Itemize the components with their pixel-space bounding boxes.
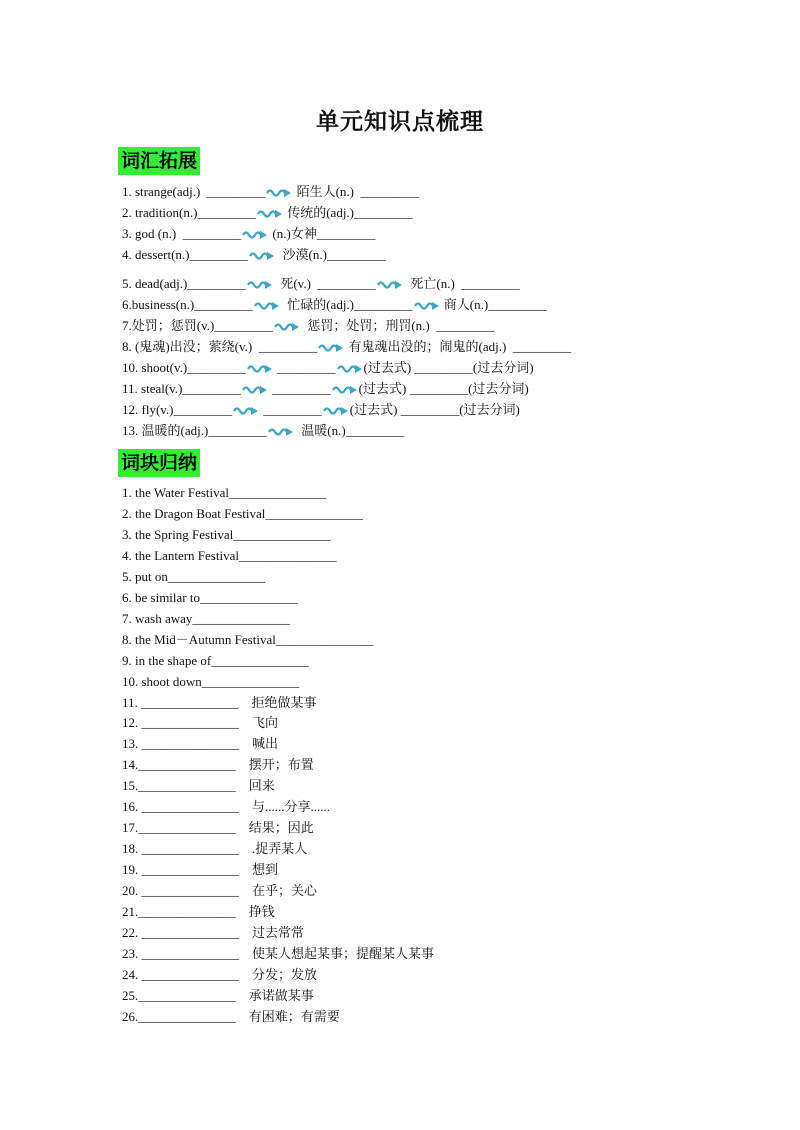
vocab-item: 4. dessert(n.)_________ 沙漠(n.)_________ [122,247,386,262]
wavy-arrow-icon [336,360,364,375]
wavy-arrow-icon [414,299,440,311]
phrase-item: 26._______________ 有困难；有需要 [122,1008,340,1024]
vocab-item: 11. steal(v.)_________ _________ (过去式) _________(过去分词) [122,381,529,396]
wavy-arrow-icon [337,362,363,374]
vocab-item: 3. god (n.) _________ (n.)女神_________ [122,226,376,241]
phrase-item: 11. _______________ 拒绝做某事 [122,694,317,710]
wavy-arrow-icon [413,297,441,312]
phrase-item: 21._______________ 挣钱 [122,904,275,919]
wavy-arrow-icon [232,402,260,417]
phrase-item: 1. the Water Festival_______________ [122,485,327,500]
wavy-arrow-icon [377,278,403,290]
wavy-arrow-icon [376,276,404,291]
wavy-arrow-icon [247,362,273,374]
wavy-arrow-icon [242,228,268,240]
wavy-arrow-icon [266,186,292,198]
vocab-item: 10. shoot(v.)_________ _________ (过去式) _________(过去分词) [122,360,534,375]
phrase-item: 5. put on_______________ [122,568,266,584]
phrase-item: 9. in the shape of_______________ [122,652,309,668]
wavy-arrow-icon [331,381,359,396]
phrase-item: 3. the Spring Festival_______________ [122,526,331,542]
page-title: 单元知识点梳理 [316,109,484,135]
wavy-arrow-icon [233,404,259,416]
wavy-arrow-icon [323,404,349,416]
phrase-item: 7. wash away_______________ [122,610,290,626]
section-heading-vocabulary: 词汇拓展 [118,147,200,175]
wavy-arrow-icon [246,360,274,375]
wavy-arrow-icon [332,383,358,395]
section-heading-phrases: 词块归纳 [118,449,200,477]
phrase-item: 19. _______________ 想到 [122,862,279,878]
wavy-arrow-icon [268,425,294,437]
phrase-item: 14._______________ 摆开；布置 [122,757,314,773]
phrase-item: 25._______________ 承诺做某事 [122,987,314,1003]
wavy-arrow-icon [256,205,284,220]
wavy-arrow-icon [246,276,274,291]
phrase-item: 12. _______________ 飞向 [122,715,279,731]
wavy-arrow-icon [273,318,301,333]
wavy-arrow-icon [253,297,281,312]
wavy-arrow-icon [248,247,276,262]
phrase-item: 16. _______________ 与......分享...... [122,799,331,815]
vocab-item: 2. tradition(n.)_________ 传统的(adj.)_________ [122,205,413,220]
wavy-arrow-icon [318,341,344,353]
wavy-arrow-icon [317,339,345,354]
vocab-item: 7.处罚；惩罚(v.)_________ 惩罚；处罚；刑罚(n.) _________ [122,318,495,333]
wavy-arrow-icon [242,383,268,395]
wavy-arrow-icon [249,249,275,261]
phrase-item: 15._______________ 回来 [122,778,275,794]
wavy-arrow-icon [322,402,350,417]
phrase-item: 24. _______________ 分发；发放 [122,966,318,982]
wavy-arrow-icon [241,226,269,241]
phrase-item: 4. the Lantern Festival_______________ [122,547,337,563]
vocab-item: 1. strange(adj.) _________ 陌生人(n.) _________ [122,184,420,199]
wavy-arrow-icon [241,381,269,396]
phrase-item: 6. be similar to_______________ [122,589,298,605]
phrase-item: 8. the Mid－Autumn Festival_______________ [122,631,374,647]
phrase-item: 2. the Dragon Boat Festival_______________ [122,505,363,521]
wavy-arrow-icon [254,299,280,311]
wavy-arrow-icon [257,207,283,219]
vocab-item: 8. (鬼魂)出没；萦绕(v.) _________ 有鬼魂出没的；闹鬼的(adj.) _________ [122,339,572,354]
vocab-item: 6.business(n.)_________ 忙碌的(adj.)_________ 商人(n.)_________ [122,297,547,312]
phrase-item: 10. shoot down_______________ [122,673,300,689]
wavy-arrow-icon [265,184,293,199]
vocab-item: 5. dead(adj.)_________ 死(v.) _________ 死亡(n.) _________ [122,276,520,291]
phrase-item: 22. _______________ 过去常常 [122,924,305,940]
phrase-item: 13. _______________ 喊出 [122,736,279,752]
wavy-arrow-icon [267,423,295,438]
wavy-arrow-icon [274,320,300,332]
phrase-item: 20. _______________ 在乎；关心 [122,883,318,899]
phrase-item: 23. _______________ 使某人想起某事；提醒某人某事 [122,945,435,961]
wavy-arrow-icon [247,278,273,290]
phrase-item: 17._______________ 结果；因此 [122,820,314,836]
phrase-item: 18. _______________ .捉弄某人 [122,841,308,857]
vocab-item: 13. 温暖的(adj.)_________ 温暖(n.)_________ [122,423,405,438]
vocab-item: 12. fly(v.)_________ _________ (过去式) _________(过去分词) [122,402,520,417]
